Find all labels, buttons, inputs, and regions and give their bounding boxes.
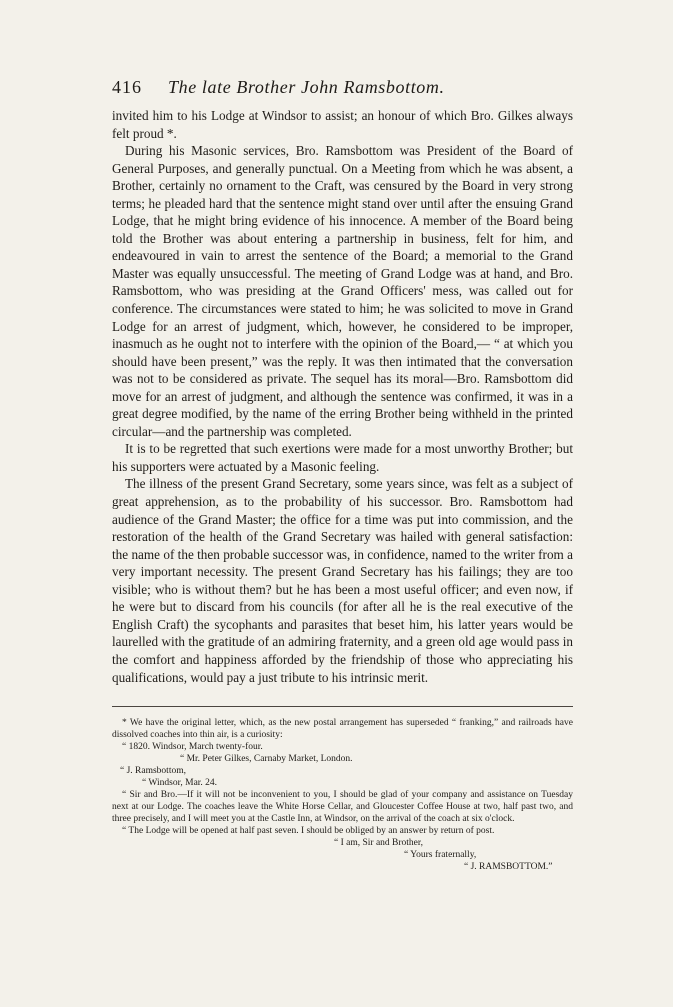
running-header xyxy=(112,76,573,98)
footnote xyxy=(112,717,573,873)
paragraph: invited him to his Lodge at Windsor to assist; an honour of which Bro. Gilkes always felt proud *. xyxy=(112,108,573,141)
paragraph: During his Masonic services, Bro. Ramsbottom was President of the Board of General Purposes, and generally punctual. On a Meeting from which he was absent, a Brother, certainly no ornament to the Craft, was censured by the Board in very strong terms; he pleaded hard that the sentence might stand over until after the ensuing Grand Lodge, that he might bring evidence of his innocence. A member of the Board being told the Brother was about entering a partnership in business, felt for him, and endeavoured in vain to arrest the sentence of the Board; a memorial to the Grand Master was equally unsuccessful. The meeting of Grand Lodge was at hand, and Bro. Ramsbottom, who was presiding at the Grand Officers' mess, was called out for conference. The circumstances were stated to him; he was solicited to move in Grand Lodge for an arrest of judgment, which, however, he considered to be improper, inasmuch as he ought not to interfere with the opinion of the Board,— “ at which you should have been present,” was the reply. It was then intimated that the conversation was not to be considered as private. The sequel has its moral—Bro. Ramsbottom did move for an arrest of judgment, and although the sentence was confirmed, it was in a great degree modified, by the name of the erring Brother being withheld in the printed circular—and the partnership was completed. xyxy=(112,143,573,439)
page-number: 416 xyxy=(112,77,142,97)
running-title: The late Brother John Ramsbottom. xyxy=(168,77,445,97)
letter-closing: “ Yours fraternally, xyxy=(404,850,477,861)
letter-signature: “ J. RAMSBOTTOM.” xyxy=(464,862,553,873)
paragraph: The illness of the present Grand Secretary, some years since, was felt as a subject of great apprehension, as to the probability of his successor. Bro. Ramsbottom had audience of the Grand Master; the office for a time was put into commission, and the restoration of the health of the Grand Secretary was hailed with general satisfaction: the name of the then probable successor was, in confidence, named to the writer from a very important necessity. The present Grand Secretary has his failings; they are too visible; who is without them? but he has been a most useful officer; and even now, if he were but to discard from his councils (for after all he is the real executive of the English Craft) the sycophants and parasites that beset him, his latter years would be laurelled with the gratitude of an admiring fraternity, and a green old age would pass in the comfort and happiness afforded by the friendship of those who appreciating his qualifications, would pay a just tribute to his intrinsic merit. xyxy=(112,476,573,685)
letter-addressee: “ Mr. Peter Gilkes, Carnaby Market, London. xyxy=(180,754,353,765)
footnote-intro: * We have the original letter, which, as the new postal arrangement has superseded “ franking,” and railroads have dissolved coaches into thin air, is a curiosity: xyxy=(112,718,573,741)
letter-closing: “ I am, Sir and Brother, xyxy=(334,838,424,849)
letter-body: “ Sir and Bro.—If it will not be inconvenient to you, I should be glad of your company and assistance on Tuesday next at our Lodge. The coaches leave the White Horse Cellar, and Gloucester Coffee House at two, half past two, and three precisely, and I will meet you at the Castle Inn, at Windsor, on the arrival of the coach at six o'clock. xyxy=(112,790,573,825)
letter-sender-place: “ Windsor, Mar. 24. xyxy=(142,778,218,789)
letter-date: “ 1820. Windsor, March twenty-four. xyxy=(122,742,263,753)
letter-postscript: “ The Lodge will be opened at half past seven. I should be obliged by an answer by return of post. xyxy=(122,826,495,837)
footnote-divider xyxy=(112,706,573,707)
letter-sender: “ J. Ramsbottom, xyxy=(120,766,186,777)
body-text xyxy=(112,107,573,686)
paragraph: It is to be regretted that such exertions were made for a most unworthy Brother; but his supporters were actuated by a Masonic feeling. xyxy=(112,441,573,474)
